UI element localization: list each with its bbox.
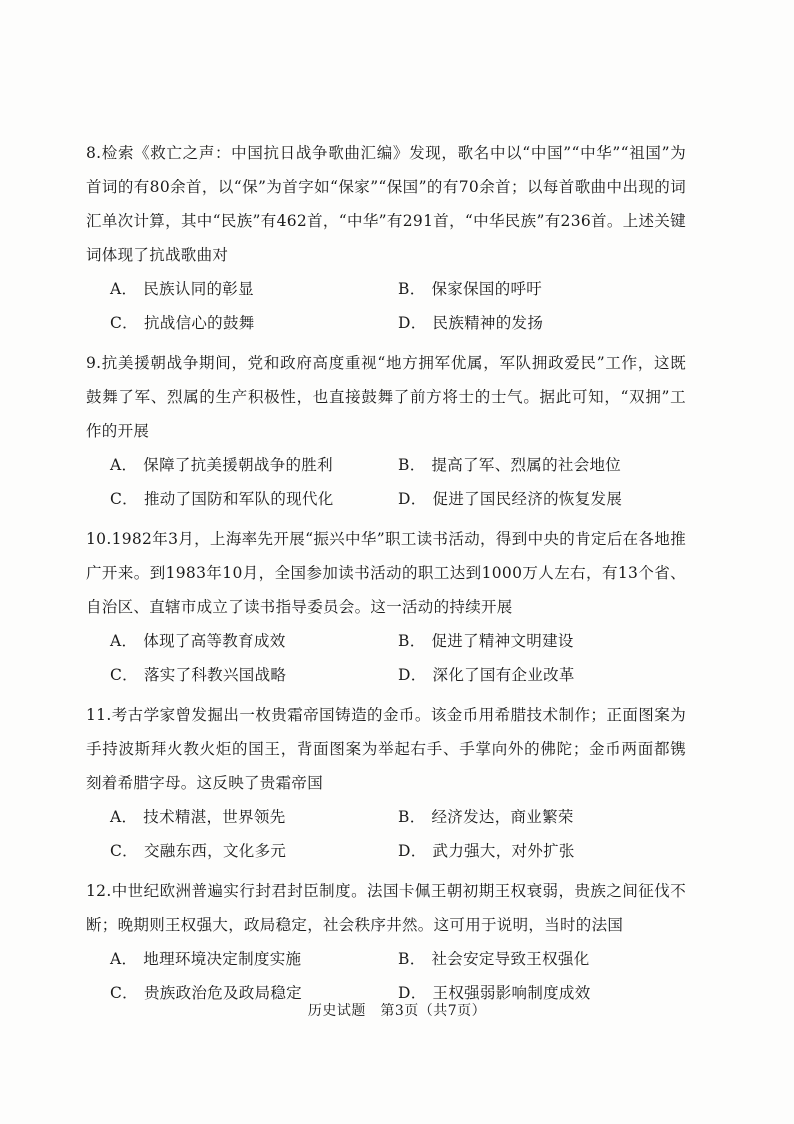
option-a <box>110 800 398 834</box>
question-number: 9. <box>86 354 102 372</box>
option-c <box>110 306 398 340</box>
option-a <box>110 448 398 482</box>
option-letter: A． <box>110 808 138 826</box>
option-text: 抗战信心的鼓舞 <box>143 314 255 332</box>
question-stem <box>86 522 686 624</box>
option-text: 深化了国有企业改革 <box>432 666 575 684</box>
question-number: 12. <box>86 882 112 900</box>
option-text: 地理环境决定制度实施 <box>143 950 302 968</box>
option-letter: A． <box>110 632 138 650</box>
option-a <box>110 624 398 658</box>
option-text: 交融东西，文化多元 <box>143 842 287 860</box>
option-b <box>398 942 686 976</box>
option-letter: B． <box>398 950 426 968</box>
page-footer: 历史试题 第3页（共7页） <box>307 1003 487 1019</box>
option-d <box>398 658 686 692</box>
option-letter: B． <box>398 632 426 650</box>
option-a <box>110 272 398 306</box>
option-letter: D． <box>398 666 427 684</box>
option-letter: B． <box>398 280 426 298</box>
option-letter: A． <box>110 456 138 474</box>
option-d <box>398 834 686 868</box>
option-text: 技术精湛，世界领先 <box>143 808 286 826</box>
question-number: 11. <box>86 706 112 724</box>
option-letter: D． <box>398 984 427 1002</box>
question-number: 8. <box>86 144 102 162</box>
option-letter: D． <box>398 490 427 508</box>
question-number: 10. <box>86 530 112 548</box>
question-text: 1982年3月，上海率先开展“振兴中华”职工读书活动，得到中央的肯定后在各地推广开来。到1983年10月，全国参加读书活动的职工达到1000万人左右，有13个省、自治区、直辖市成立了读书指导委员会。这一活动的持续开展 <box>86 530 686 616</box>
option-b <box>398 272 686 306</box>
option-text: 民族认同的彰显 <box>143 280 254 298</box>
option-grid <box>86 448 686 516</box>
option-text: 保家保国的呼吁 <box>431 280 543 298</box>
option-c <box>110 834 398 868</box>
option-letter: A． <box>110 950 138 968</box>
option-b <box>398 624 686 658</box>
question-stem <box>86 346 686 448</box>
option-c <box>110 658 398 692</box>
option-text: 促进了国民经济的恢复发展 <box>432 490 623 508</box>
option-text: 保障了抗美援朝战争的胜利 <box>143 456 333 474</box>
option-d <box>398 306 686 340</box>
question-text: 检索《救亡之声：中国抗日战争歌曲汇编》发现，歌名中以“中国”“中华”“祖国”为首词的有80余首，以“保”为首字如“保家”“保国”的有70余首；以每首歌曲中出现的词汇单次计算，其中“民族”有462首，“中华”有291首，“中华民族”有236首。上述关键词体现了抗战歌曲对 <box>86 144 686 264</box>
option-text: 提高了军、烈属的社会地位 <box>431 456 622 474</box>
option-letter: D． <box>398 314 427 332</box>
question-12 <box>86 874 686 1010</box>
option-b <box>398 800 686 834</box>
question-stem <box>86 136 686 272</box>
option-text: 经济发达，商业繁荣 <box>431 808 574 826</box>
option-letter: B． <box>398 456 426 474</box>
option-letter: D． <box>398 842 427 860</box>
question-text: 考古学家曾发掘出一枚贵霜帝国铸造的金币。该金币用希腊技术制作；正面图案为手持波斯拜火教火炬的国王，背面图案为举起右手、手掌向外的佛陀；金币两面都镌刻着希腊字母。这反映了贵霜帝国 <box>86 706 686 792</box>
question-text: 抗美援朝战争期间，党和政府高度重视“地方拥军优属，军队拥政爱民”工作，这既鼓舞了军、烈属的生产积极性，也直接鼓舞了前方将士的士气。据此可知，“双拥”工作的开展 <box>86 354 686 440</box>
option-text: 社会安定导致王权强化 <box>431 950 590 968</box>
option-text: 促进了精神文明建设 <box>431 632 574 650</box>
question-8 <box>86 136 686 340</box>
option-letter: C． <box>110 666 138 684</box>
question-list <box>86 136 686 1016</box>
option-text: 贵族政治危及政局稳定 <box>143 984 302 1002</box>
option-grid <box>86 624 686 692</box>
question-9 <box>86 346 686 516</box>
option-d <box>398 482 686 516</box>
option-c <box>110 482 398 516</box>
question-text: 中世纪欧洲普遍实行封君封臣制度。法国卡佩王朝初期王权衰弱，贵族之间征伐不断；晚期则王权强大，政局稳定，社会秩序井然。这可用于说明，当时的法国 <box>86 882 686 934</box>
question-stem <box>86 874 686 942</box>
question-11 <box>86 698 686 868</box>
option-grid <box>86 272 686 340</box>
option-text: 体现了高等教育成效 <box>143 632 286 650</box>
option-letter: B． <box>398 808 426 826</box>
option-letter: A． <box>110 280 138 298</box>
option-letter: C． <box>110 314 138 332</box>
option-text: 武力强大，对外扩张 <box>432 842 575 860</box>
option-b <box>398 448 686 482</box>
option-text: 王权强弱影响制度成效 <box>432 984 591 1002</box>
option-letter: C． <box>110 490 138 508</box>
option-a <box>110 942 398 976</box>
option-text: 民族精神的发扬 <box>432 314 544 332</box>
option-text: 推动了国防和军队的现代化 <box>143 490 334 508</box>
question-10 <box>86 522 686 692</box>
question-stem <box>86 698 686 800</box>
option-letter: C． <box>110 842 138 860</box>
option-grid <box>86 800 686 868</box>
option-text: 落实了科教兴国战略 <box>143 666 287 684</box>
option-letter: C． <box>110 984 138 1002</box>
